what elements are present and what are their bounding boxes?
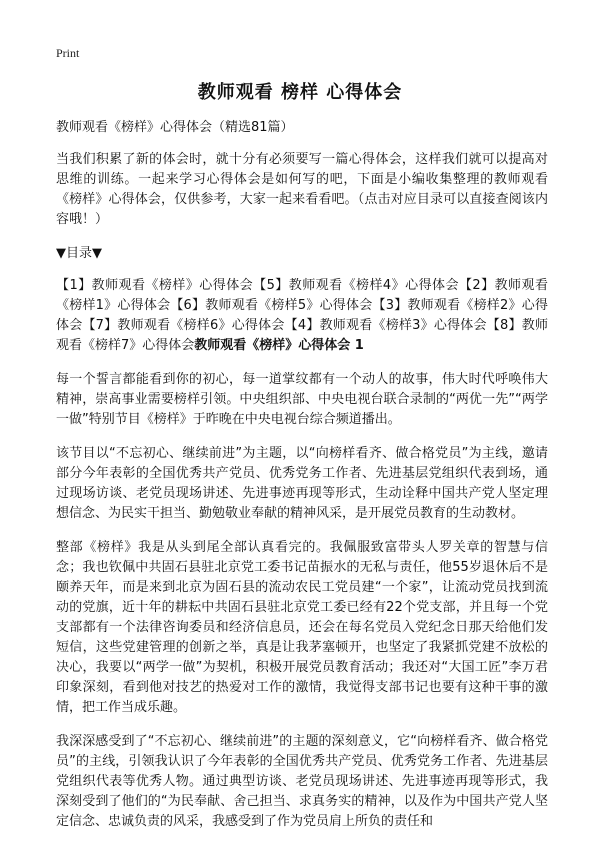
body-paragraph-3: 整部《榜样》我是从头到尾全部认真看完的。我佩服致富带头人罗关章的智慧与信念；我也钦佩中共固石县驻北京党工委书记苗振水的无私与责任，他55岁退休后不是颐养天年，而是来到北京为固石县的流动农民工党员建“一个家”，让流动党员找到流动的党旗，近十年的耕耘中共固石县驻北京党工委已经有22个党支部，并且每一个党支部都有一个法律咨询委员和经济信息员，还会在每名党员入党纪念日那天给他们发短信，这些党建管理的创新之举，真是让我茅塞顿开，也坚定了我紧抓党建不放松的决心，我要以“两学一做”为契机，积极开展党员教育活动；我还对“大国工匠”李万君印象深刻，看到他对技艺的热爱对工作的激情，我觉得支部书记也要有这种干事的激情，把工作当成乐趣。 — [56, 540, 548, 715]
print-label[interactable]: Print — [56, 46, 80, 60]
subtitle: 教师观看《榜样》心得体会（精选81篇） — [56, 120, 294, 135]
toc-link-1[interactable]: 【1】教师观看《榜样》心得体会 — [56, 278, 254, 293]
section-title: 教师观看《榜样》心得体会 1 — [194, 338, 364, 353]
toc-link-2[interactable]: 【2】教师观看《榜样1》心得体会 — [56, 278, 548, 313]
toc-link-8[interactable]: 【8】教师观看《榜样7》心得体会 — [56, 318, 548, 353]
body-paragraph-4: 我深深感受到了“不忘初心、继续前进”的主题的深刻意义，它“向榜样看齐、做合格党员”的主线，引领我认识了今年表彰的全国优秀共产党员、优秀党务工作者、先进基层党组织代表等优秀人物。通过典型访谈、老党员现场讲述、先进事迹再现等形式，我深刻受到了他们的“为民奉献、舍己担当、求真务实的精神，以及作为中国共产党人坚定信念、忠诚负责的风采，我感受到了作为党员肩上所负的责任和 — [56, 734, 548, 829]
document-body — [56, 118, 548, 846]
toc-heading: ▼目录▼ — [56, 246, 102, 261]
page-title: 教师观看 榜样 心得体会 — [197, 82, 403, 103]
toc-link-6[interactable]: 【6】教师观看《榜样5》心得体会 — [170, 298, 373, 313]
toc-link-3[interactable]: 【3】教师观看《榜样2》心得体会 — [56, 298, 548, 333]
table-of-contents — [56, 276, 548, 356]
toc-link-4[interactable]: 【4】教师观看《榜样3》心得体会 — [284, 318, 487, 333]
body-paragraph-2: 该节目以“不忘初心、继续前进”为主题，以“向榜样看齐、做合格党员”为主线，邀请部分今年表彰的全国优秀共产党员、优秀党务工作者、先进基层党组织代表到场，通过现场访谈、老党员现场讲述、先进事迹再现等形式，生动诠释中国共产党人坚定理想信念、为民实干担当、勤勉敬业奉献的精神风采，是开展党员教育的生动教材。 — [56, 446, 548, 521]
toc-link-7[interactable]: 【7】教师观看《榜样6》心得体会 — [82, 318, 285, 333]
intro-paragraph: 当我们积累了新的体会时，就十分有必须要写一篇心得体会，这样我们就可以提高对思维的训练。一起来学习心得体会是如何写的吧，下面是小编收集整理的教师观看《榜样》心得体会，仅供参考，大家一起来看看吧。（点击对应目录可以直接查阅该内容哦！） — [56, 152, 548, 227]
body-paragraph-1: 每一个誓言都能看到你的初心，每一道掌纹都有一个动人的故事，伟大时代呼唤伟大精神，崇高事业需要榜样引领。中央组织部、中央电视台联合录制的“两优一先”“两学一做”特别节目《榜样》于昨晚在中央电视台综合频道播出。 — [56, 372, 548, 427]
toc-link-5[interactable]: 【5】教师观看《榜样4》心得体会 — [253, 278, 459, 293]
